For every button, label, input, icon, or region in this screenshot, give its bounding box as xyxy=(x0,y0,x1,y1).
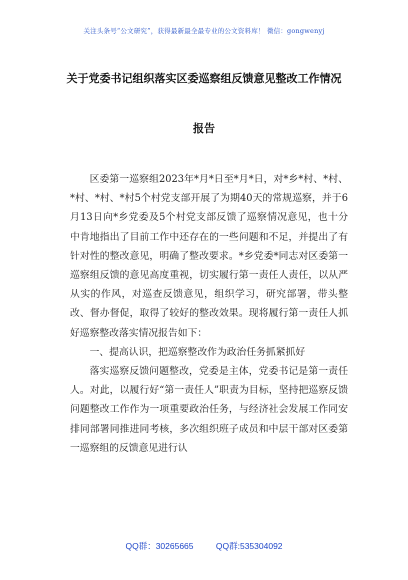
document-title: 关于党委书记组织落实区委巡察组反馈意见整改工作情况 xyxy=(66,72,342,85)
header-promo-note: 关注头条号“公文研究”，获得最新最全最专业的公文资料库！ 微信：gongwenyj xyxy=(83,27,325,35)
footer-qq-group-1: QQ群：30265665 xyxy=(125,541,194,551)
document-body xyxy=(70,170,348,458)
section-heading-1: 一、提高认识，把巡察整改作为政治任务抓紧抓好 xyxy=(89,346,306,358)
document-title-continuation: 报告 xyxy=(193,122,215,135)
body-paragraph-intro: 区委第一巡察组2023年*月*日至*月*日，对*乡*村、*村、*村、*村、*村5个村党支部开展了为期40天的常规巡察，并于6月13日向*乡党委及5个村党支部反馈了巡察情况意见，也十分中肯地指出了目前工作中还存在的一些问题和不足，并提出了有针对性的整改意见，明确了整改要求。*乡党委*同志对区委第一巡察组反馈的意见高度重视，切实履行第一责任人责任，以从严从实的作风，对巡查反馈意见，组织学习，研究部署，带头整改、督办督促，取得了较好的整改效果。现将履行第一责任人抓好巡察整改落实情况报告如下： xyxy=(70,174,348,339)
body-paragraph-section1: 落实巡察反馈问题整改，党委是主体，党委书记是第一责任人。对此，以履行好“第一责任人”职责为目标，坚持把巡察反馈问题整改工作作为一项重要政治任务，与经济社会发展工作同安排同部署同推进同考核，多次组织班子成员和中层干部对区委第一巡察组的反馈意见进行认 xyxy=(70,366,348,454)
footer-contact xyxy=(0,540,408,552)
footer-qq-group-2: QQ群:535304092 xyxy=(215,541,283,551)
